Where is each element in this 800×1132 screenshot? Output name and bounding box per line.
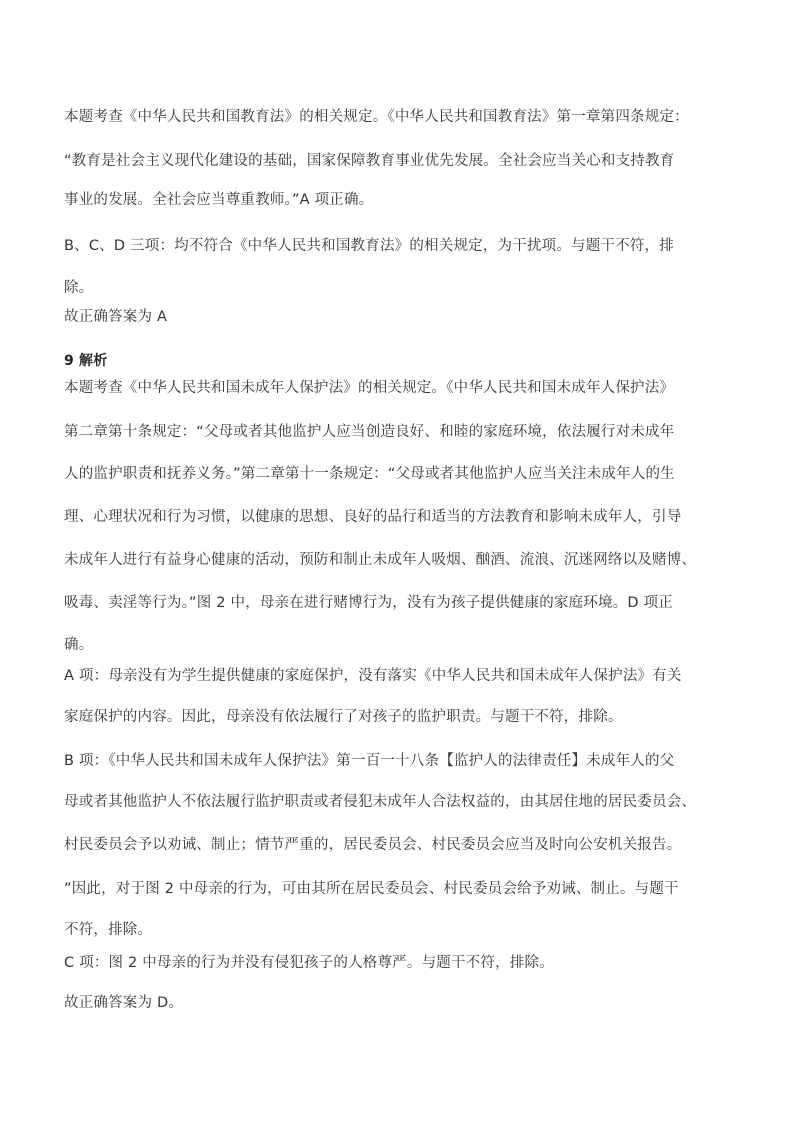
paragraph-line: “教育是社会主义现代化建设的基础，国家保障教育事业优先发展。全社会应当关心和支持教育 xyxy=(64,153,675,169)
paragraph-line: B 项：《中华人民共和国未成年人保护法》第一百一十八条【监护人的法律责任】未成年人的父 xyxy=(64,753,675,769)
section-heading: 9 解析 xyxy=(64,353,108,369)
paragraph-line: ”因此，对于图 2 中母亲的行为，可由其所在居民委员会、村民委员会给予劝诫、制止。与题干 xyxy=(64,881,679,897)
answer-line: 故正确答案为 D。 xyxy=(64,995,184,1011)
paragraph-line: 村民委员会予以劝诫、制止；情节严重的，居民委员会、村民委员会应当及时向公安机关报告。 xyxy=(64,837,682,853)
paragraph-line: 人的监护职责和抚养义务。”第二章第十一条规定：“父母或者其他监护人应当关注未成年人的生 xyxy=(64,466,675,482)
answer-line: 故正确答案为 A xyxy=(64,309,168,325)
paragraph-line: 理、心理状况和行为习惯，以健康的思想、良好的品行和适当的方法教育和影响未成年人，引导 xyxy=(64,509,682,525)
paragraph-line: A 项：母亲没有为学生提供健康的家庭保护，没有落实《中华人民共和国未成年人保护法》有关 xyxy=(64,668,682,684)
paragraph-line: 不符，排除。 xyxy=(64,922,153,938)
paragraph-line: 本题考查《中华人民共和国教育法》的相关规定。《中华人民共和国教育法》第一章第四条规定： xyxy=(64,109,689,125)
paragraph-line: 母或者其他监护人不依法履行监护职责或者侵犯未成年人合法权益的，由其居住地的居民委员会、 xyxy=(64,794,697,810)
paragraph-line: B、C、D 三项：均不符合《中华人民共和国教育法》的相关规定，为干扰项。与题干不符，排 xyxy=(64,238,674,254)
paragraph-line: 未成年人进行有益身心健康的活动，预防和制止未成年人吸烟、酗酒、流浪、沉迷网络以及赌博、 xyxy=(64,552,697,568)
paragraph-line: 吸毒、卖淫等行为。”图 2 中，母亲在进行赌博行为，没有为孩子提供健康的家庭环境。D 项正 xyxy=(64,595,673,611)
paragraph-line: 确。 xyxy=(64,637,94,653)
paragraph-line: 家庭保护的内容。因此，母亲没有依法履行了对孩子的监护职责。与题干不符，排除。 xyxy=(64,709,623,725)
paragraph-line: 事业的发展。全社会应当尊重教师。”A 项正确。 xyxy=(64,192,374,208)
paragraph-line: 除。 xyxy=(64,280,94,296)
paragraph-line: 第二章第十条规定：“父母或者其他监护人应当创造良好、和睦的家庭环境，依法履行对未成年 xyxy=(64,424,675,440)
paragraph-line: 本题考查《中华人民共和国未成年人保护法》的相关规定。《中华人民共和国未成年人保护法》 xyxy=(64,380,675,396)
paragraph-line: C 项：图 2 中母亲的行为并没有侵犯孩子的人格尊严。与题干不符，排除。 xyxy=(64,955,554,971)
